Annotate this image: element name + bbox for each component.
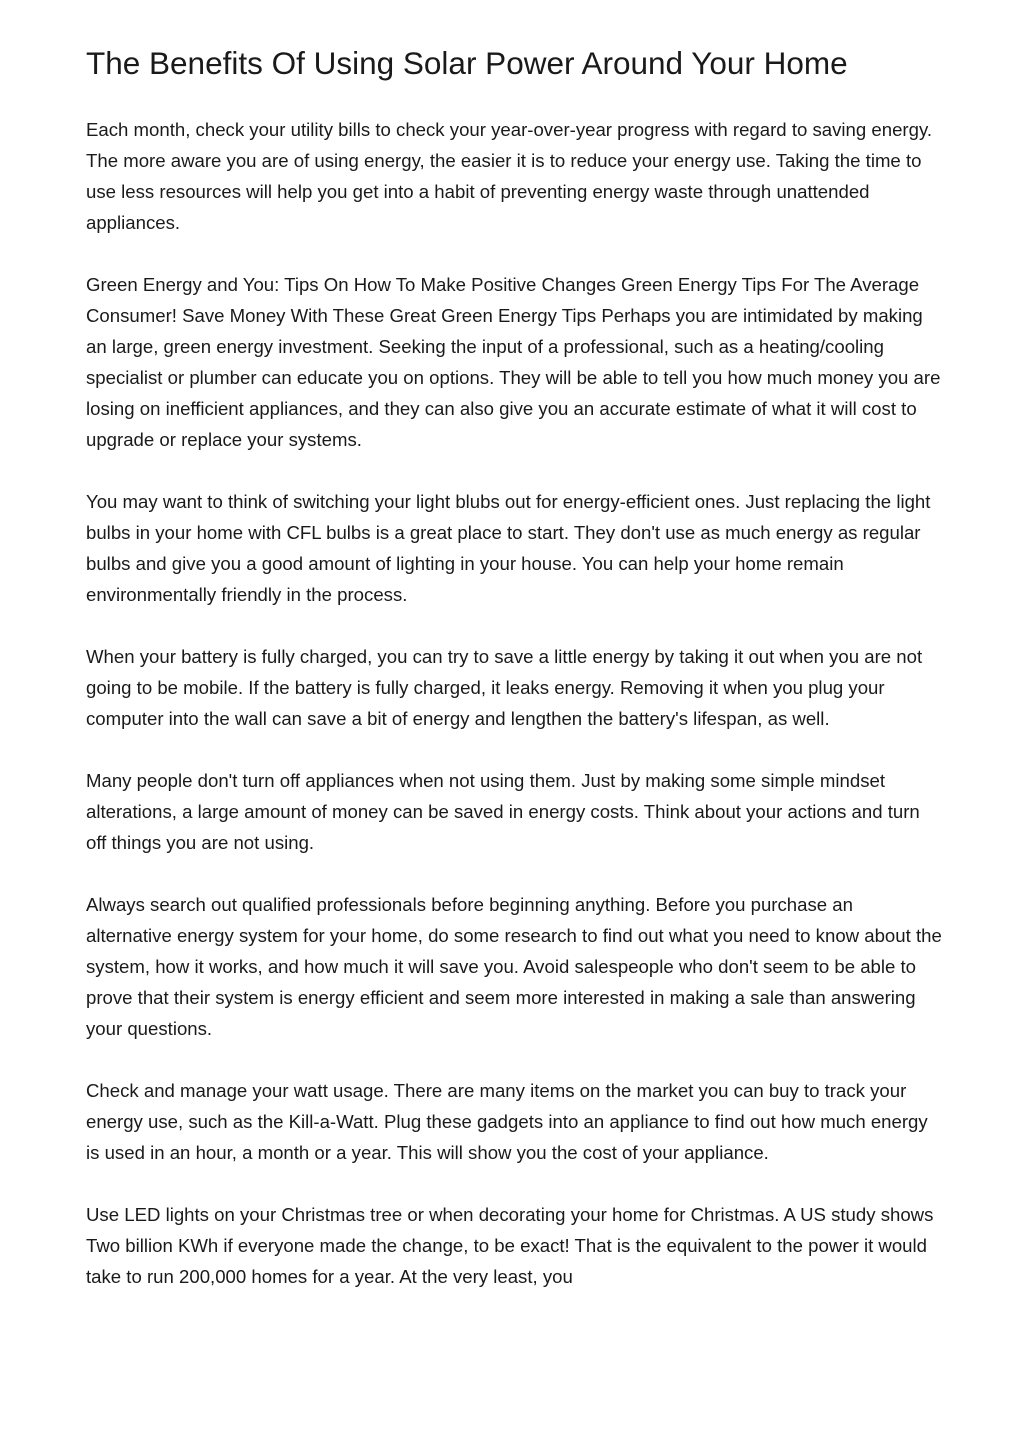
paragraph-5: Many people don't turn off appliances when not using them. Just by making some simple mindset alterations, a large amount of money can be saved in energy costs. Think about your actions and turn off things you are not using. bbox=[86, 770, 920, 853]
paragraph-7: Check and manage your watt usage. There are many items on the market you can buy to track your energy use, such as the Kill-a-Watt. Plug these gadgets into an appliance to find out how much energy is used in an hour, a month or a year. This will show you the cost of your appliance. bbox=[86, 1080, 928, 1163]
paragraph-3: You may want to think of switching your light blubs out for energy-efficient ones. Just replacing the light bulbs in your home with CFL bulbs is a great place to start. They don't use as much energy as regular bulbs and give you a good amount of lighting in your house. You can help your home remain environmentally friendly in the process. bbox=[86, 491, 931, 605]
document-body bbox=[86, 114, 942, 1323]
paragraph-2: Green Energy and You: Tips On How To Make Positive Changes Green Energy Tips For The Average Consumer! Save Money With These Great Green Energy Tips Perhaps you are intimidated by making an large, green energy investment. Seeking the input of a professional, such as a heating/cooling specialist or plumber can educate you on options. They will be able to tell you how much money you are losing on inefficient appliances, and they can also give you an accurate estimate of what it will cost to upgrade or replace your systems. bbox=[86, 274, 941, 450]
paragraph-6: Always search out qualified professionals before beginning anything. Before you purchase an alternative energy system for your home, do some research to find out what you need to know about the system, how it works, and how much it will save you. Avoid salespeople who don't seem to be able to prove that their system is energy efficient and seem more interested in making a sale than answering your questions. bbox=[86, 894, 942, 1039]
paragraph-1: Each month, check your utility bills to check your year-over-year progress with regard to saving energy. The more aware you are of using energy, the easier it is to reduce your energy use. Taking the time to use less resources will help you get into a habit of preventing energy waste through unattended appliances. bbox=[86, 119, 933, 233]
document-title: The Benefits Of Using Solar Power Around Your Home bbox=[86, 45, 848, 81]
paragraph-4: When your battery is fully charged, you can try to save a little energy by taking it out when you are not going to be mobile. If the battery is fully charged, it leaks energy. Removing it when you plug your computer into the wall can save a bit of energy and lengthen the battery's lifespan, as well. bbox=[86, 646, 923, 729]
paragraph-8: Use LED lights on your Christmas tree or when decorating your home for Christmas. A US study shows Two billion KWh if everyone made the change, to be exact! That is the equivalent to the power it would take to run 200,000 homes for a year. At the very least, you bbox=[86, 1204, 934, 1287]
